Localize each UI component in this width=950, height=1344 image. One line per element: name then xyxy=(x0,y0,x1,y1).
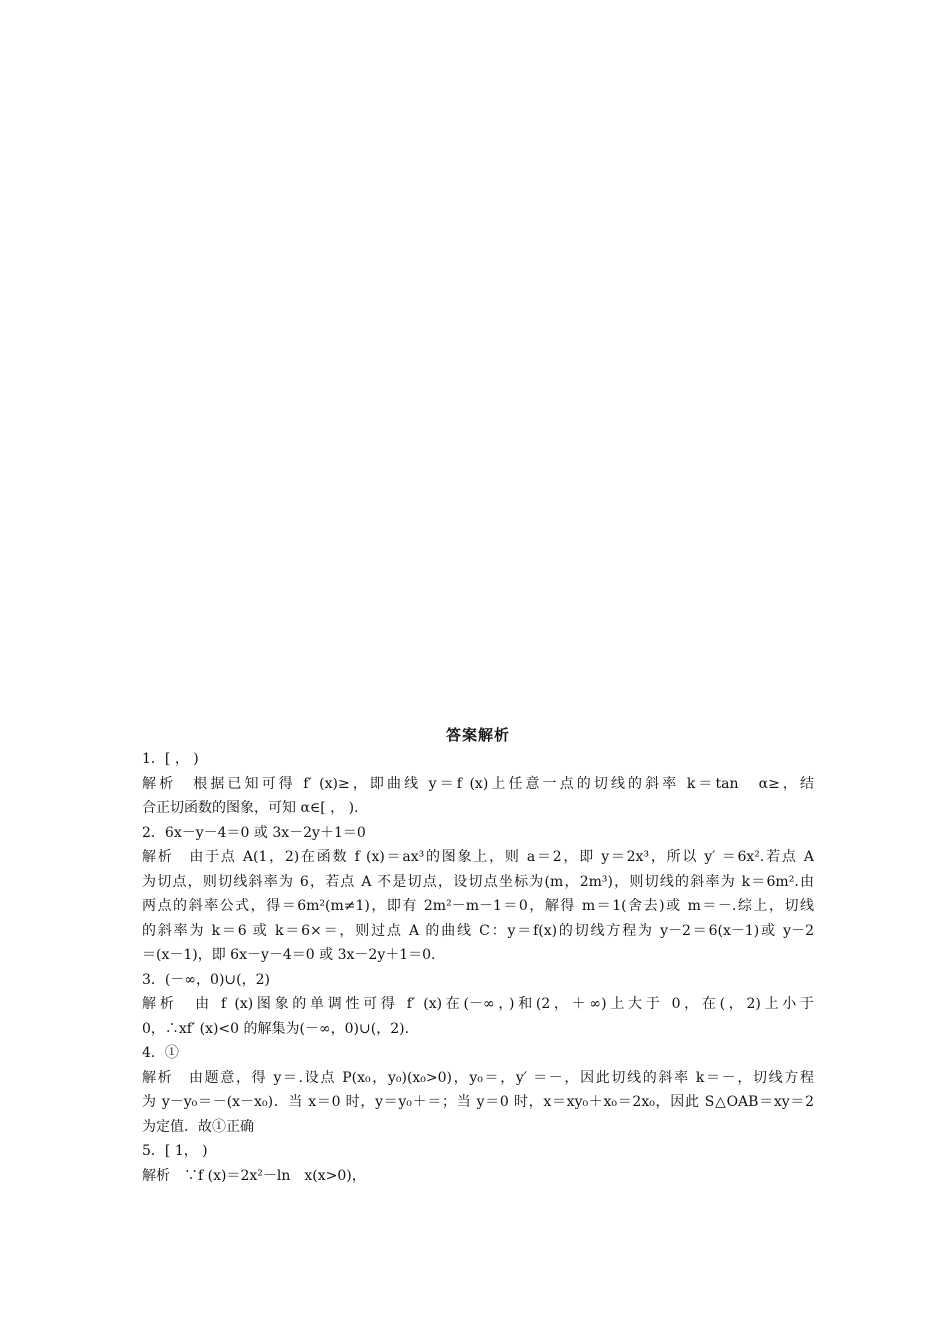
text-line: ＝(x－1)，即 6x－y－4＝0 或 3x－2y＋1＝0. xyxy=(142,947,436,963)
text-line: 为切点，则切线斜率为 6，若点 A 不是切点，设切点坐标为(m，2m³)，则切线的斜率为 k＝6m².由 xyxy=(142,873,814,890)
text-line: 为 y－y₀＝－(x－x₀)．当 x＝0 时，y＝y₀＋＝；当 y＝0 时，x＝xy₀＋x₀＝2x₀，因此 S△OAB＝xy＝2 xyxy=(142,1094,814,1110)
section-title: 答案解析 xyxy=(445,726,510,744)
text-line: 解析 ∵f (x)＝2x²－ln x(x>0)， xyxy=(142,1167,366,1184)
text-line: 合正切函数的图象，可知 α∈[ ， )． xyxy=(142,800,369,816)
text-line: 的斜率为 k＝6 或 k＝6×＝，则过点 A 的曲线 C：y＝f(x)的切线方程为 y－2＝6(x－1)或 y－2 xyxy=(142,922,814,939)
answer-section xyxy=(142,723,814,1188)
text-line: 5．[ 1， ) xyxy=(142,1143,208,1159)
text-line: 解析 根据已知可得 f′ (x)≥，即曲线 y＝f (x)上任意一点的切线的斜率 k＝tan α≥，结 xyxy=(142,775,814,792)
text-line: 1．[ ， ) xyxy=(142,751,199,767)
text-line: 两点的斜率公式，得＝6m²(m≠1)，即有 2m²－m－1＝0，解得 m＝1(舍去)或 m＝－.综上，切线 xyxy=(142,898,814,914)
text-line: 2．6x－y－4＝0 或 3x－2y＋1＝0 xyxy=(142,824,366,841)
text-line: 解析 由 f (x)图象的单调性可得 f′ (x)在(－∞，)和(2，＋∞)上大于 0，在(，2)上小于 xyxy=(142,996,814,1012)
text-line: 4．① xyxy=(142,1045,179,1061)
text-line: 解析 由于点 A(1，2)在函数 f (x)＝ax³的图象上，则 a＝2，即 y＝2x³，所以 y′ ＝6x².若点 A xyxy=(142,849,814,865)
text-line: 0，∴xf′ (x)<0 的解集为(－∞，0)∪(，2)． xyxy=(142,1020,419,1037)
text-line: 3．(－∞，0)∪(，2) xyxy=(142,971,270,988)
text-line: 解析 由题意，得 y＝.设点 P(x₀，y₀)(x₀>0)，y₀＝，y′ ＝－，因此切线的斜率 k＝－，切线方程 xyxy=(142,1069,814,1086)
text-line: 为定值．故①正确 xyxy=(142,1118,254,1135)
answer-lines xyxy=(142,747,814,1188)
